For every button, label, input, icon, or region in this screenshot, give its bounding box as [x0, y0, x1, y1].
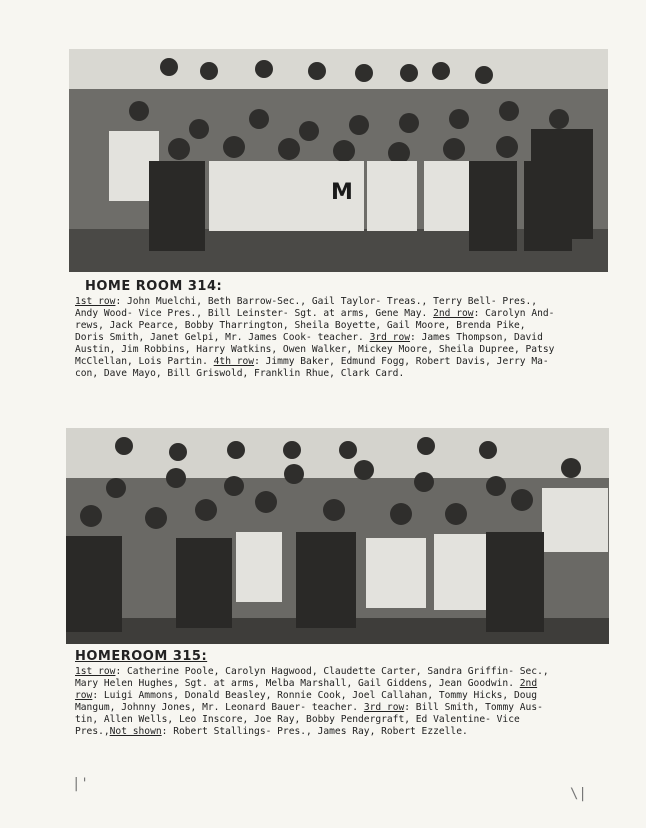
- caption-text: : James Thompson, David: [410, 332, 543, 343]
- caption-line: [75, 356, 554, 368]
- caption-text: Andy Wood- Vice Pres., Bill Leinster- Sgt. at arms, Gene May.: [75, 308, 428, 319]
- caption-line: [75, 702, 549, 714]
- caption-text: : Jimmy Baker, Edmund Fogg, Robert Davis, Jerry Ma-: [254, 356, 549, 367]
- caption-line: con, Dave Mayo, Bill Griswold, Franklin Rhue, Clark Card.: [75, 368, 405, 379]
- caption-line: [75, 296, 554, 308]
- row-label: 1st row: [75, 296, 116, 307]
- row-label: Not shown: [109, 726, 162, 737]
- caption-text: : Catherine Poole, Carolyn Hagwood, Claudette Carter, Sandra Griffin- Sec.,: [115, 666, 549, 677]
- margin-mark-right: \|: [570, 786, 587, 802]
- row-label: 4th row: [213, 356, 255, 367]
- caption-text: Mary Helen Hughes, Sgt. at arms, Melba Marshall, Gail Giddens, Jean Goodwin.: [75, 678, 514, 689]
- photo-image-icon: [66, 428, 609, 644]
- caption-line: tin, Allen Wells, Leo Inscore, Joe Ray, Bobby Pendergraft, Ed Valentine- Vice: [75, 714, 520, 725]
- caption-text: McClellan, Lois Partin.: [75, 356, 208, 367]
- caption-line: rews, Jack Pearce, Bobby Tharrington, Sheila Boyette, Gail Moore, Brenda Pike,: [75, 320, 526, 331]
- caption-text: : Robert Stallings- Pres., James Ray, Robert Ezzelle.: [161, 726, 468, 737]
- homeroom-315-caption: [75, 666, 549, 738]
- homeroom-314-caption: [75, 296, 554, 380]
- photo-image-icon: [69, 49, 608, 272]
- homeroom-314-heading: HOME ROOM 314:: [85, 279, 223, 294]
- caption-text: : Bill Smith, Tommy Aus-: [404, 702, 543, 713]
- caption-text: : John Muelchi, Beth Barrow-Sec., Gail Taylor- Treas., Terry Bell- Pres.,: [115, 296, 538, 307]
- caption-line: [75, 690, 549, 702]
- caption-line: [75, 308, 554, 320]
- caption-line: [75, 726, 549, 738]
- row-label: row: [75, 690, 93, 701]
- caption-text: Doris Smith, Janet Gelpi, Mr. James Cook- teacher.: [75, 332, 364, 343]
- homeroom-315-heading: HOMEROOM 315:: [75, 649, 208, 664]
- caption-text: Pres.,: [75, 726, 110, 737]
- caption-line: Austin, Jim Robbins, Harry Watkins, Owen Walker, Mickey Moore, Sheila Dupree, Patsy: [75, 344, 555, 355]
- row-label: 2nd: [519, 678, 538, 689]
- homeroom-315-photo: [66, 428, 609, 644]
- row-label: 1st row: [75, 666, 116, 677]
- caption-text: Mangum, Johnny Jones, Mr. Leonard Bauer- teacher.: [75, 702, 359, 713]
- homeroom-314-photo: [69, 49, 608, 272]
- caption-text: : Carolyn And-: [473, 308, 555, 319]
- caption-text: : Luigi Ammons, Donald Beasley, Ronnie Cook, Joel Callahan, Tommy Hicks, Doug: [92, 690, 538, 701]
- margin-mark-left: |': [72, 776, 89, 792]
- row-label: 3rd row: [363, 702, 405, 713]
- caption-line: [75, 666, 549, 678]
- caption-line: [75, 332, 554, 344]
- sweater-letter: M: [331, 180, 353, 205]
- row-label: 3rd row: [369, 332, 411, 343]
- row-label: 2nd row: [433, 308, 474, 319]
- caption-line: [75, 678, 549, 690]
